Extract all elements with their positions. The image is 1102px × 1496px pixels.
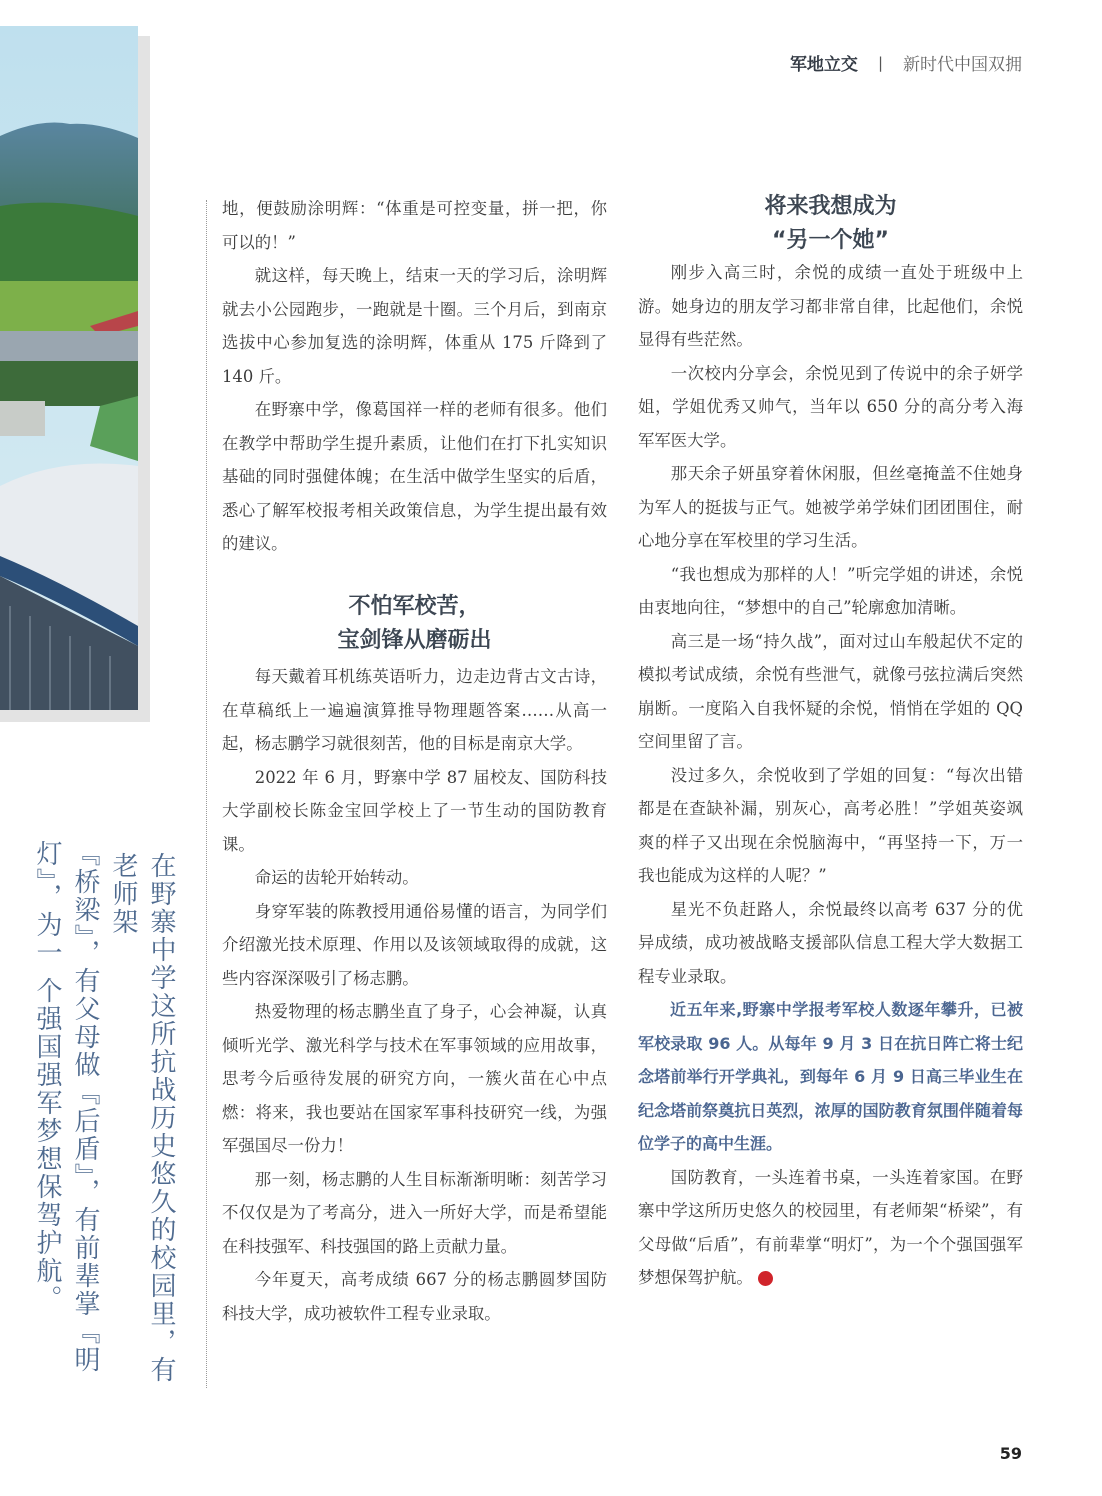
end-mark-icon: N	[758, 1271, 773, 1286]
paragraph: 一次校内分享会，余悦见到了传说中的余子妍学姐，学姐优秀又帅气，当年以 650 分的高分考入海军军医大学。	[638, 363, 1023, 450]
paragraph: 2022 年 6 月，野寨中学 87 届校友、国防科技大学副校长陈金宝回学校上了一节生动的国防教育课。	[222, 767, 607, 854]
pull-quote	[28, 840, 180, 1400]
right-column	[638, 256, 1023, 1295]
running-header	[790, 50, 1022, 75]
closing-text: 国防教育，一头连着书桌，一头连着家国。在野寨中学这所历史悠久的校园里，有老师架“桥梁”，有父母做“后盾”，有前辈掌“明灯”，为一个个强国强军梦想保驾护航。	[638, 1167, 1023, 1287]
pull-quote-line: 在野寨中学这所抗战历史悠久的校园里，有老师架	[108, 852, 176, 1384]
paragraph: 热爱物理的杨志鹏坐直了身子，心会神凝，认真倾听光学、激光科学与技术在军事领域的应用故事，思考今后亟待发展的研究方向，一簇火苗在心中点燃：将来，我也要站在国家军事科技研究一线，为强军强国尽一份力！	[222, 1002, 607, 1155]
paragraph: 刚步入高三时，余悦的成绩一直处于班级中上游。她身边的朋友学习都非常自律，比起他们，余悦显得有些茫然。	[638, 263, 1023, 349]
heading-line: 将来我想成为	[764, 194, 897, 219]
highlight-paragraph: 近五年来,野寨中学报考军校人数逐年攀升，已被军校录取 96 人。从每年 9 月 3 日在抗日阵亡将士纪念塔前举行开学典礼，到每年 6 月 9 日高三毕业生在纪念塔前祭奠抗日英烈，浓厚的国防教育氛围伴随着每位学子的高中生涯。	[638, 1000, 1023, 1153]
left-column-bottom	[222, 660, 607, 1330]
section-heading-left	[222, 590, 607, 658]
section-title: 军地立交	[789, 55, 858, 75]
paragraph: 身穿军装的陈教授用通俗易懂的语言，为同学们介绍激光技术原理、作用以及该领域取得的成就，这些内容深深吸引了杨志鹏。	[222, 901, 607, 988]
page-number: 59	[999, 1444, 1022, 1463]
paragraph: 在野寨中学，像葛国祥一样的老师有很多。他们在教学中帮助学生提升素质，让他们在打下扎实知识基础的同时强健体魄；在生活中做学生坚实的后盾，悉心了解军校报考相关政策信息，为学生提出最有效的建议。	[222, 400, 607, 553]
paragraph: 那天余子妍虽穿着休闲服，但丝毫掩盖不住她身为军人的挺拔与正气。她被学弟学妹们团团围住，耐心地分享在军校里的学习生活。	[638, 464, 1023, 550]
left-column-top	[222, 192, 607, 561]
closing-paragraph	[638, 1161, 1023, 1295]
pull-quote-line: 『桥梁』，有父母做『后盾』，有前辈掌『明灯』，为一	[32, 840, 100, 1374]
heading-line: 宝剑锋从磨砺出	[337, 628, 492, 653]
heading-line: 不怕军校苦，	[348, 594, 481, 619]
pull-quote-line: 个强国强军梦想保驾护航。	[32, 977, 62, 1314]
heading-line: “另一个她”	[772, 228, 889, 253]
paragraph: 高三是一场“持久战”，面对过山车般起伏不定的模拟考试成绩，余悦有些泄气，就像弓弦拉满后突然崩断。一度陷入自我怀疑的余悦，悄悄在学姐的 QQ 空间里留了言。	[638, 631, 1023, 751]
paragraph: 没过多久，余悦收到了学姐的回复：“每次出错都是在查缺补漏，别灰心，高考必胜！”学姐英姿飒爽的样子又出现在余悦脑海中，“再坚持一下，万一我也能成为这样的人呢？”	[638, 765, 1023, 885]
column-title: 新时代中国双拥	[903, 55, 1022, 75]
paragraph: 每天戴着耳机练英语听力，边走边背古文古诗，在草稿纸上一遍遍演算推导物理题答案……从高一起，杨志鹏学习就很刻苦，他的目标是南京大学。	[222, 667, 607, 753]
dotted-divider	[206, 200, 207, 1388]
paragraph: 地，便鼓励涂明辉：“体重是可控变量，拼一把，你可以的！”	[222, 199, 607, 252]
paragraph: 星光不负赶路人，余悦最终以高考 637 分的优异成绩，成功被战略支援部队信息工程大学大数据工程专业录取。	[638, 899, 1023, 986]
paragraph: 今年夏天，高考成绩 667 分的杨志鹏圆梦国防科技大学，成功被软件工程专业录取。	[222, 1270, 607, 1323]
paragraph: 就这样，每天晚上，结束一天的学习后，涂明辉就去小公园跑步，一跑就是十圈。三个月后，到南京选拔中心参加复选的涂明辉，体重从 175 斤降到了 140 斤。	[222, 266, 607, 386]
paragraph: 那一刻，杨志鹏的人生目标渐渐明晰：刻苦学习不仅仅是为了考高分，进入一所好大学，而是希望能在科技强军、科技强国的路上贡献力量。	[222, 1169, 607, 1256]
section-heading-right	[638, 190, 1023, 258]
campus-photo	[0, 26, 138, 710]
paragraph: 命运的齿轮开始转动。	[254, 868, 419, 887]
header-separator: |	[877, 53, 883, 72]
paragraph: “我也想成为那样的人！”听完学姐的讲述，余悦由衷地向往，“梦想中的自己”轮廓愈加清晰。	[638, 564, 1023, 617]
